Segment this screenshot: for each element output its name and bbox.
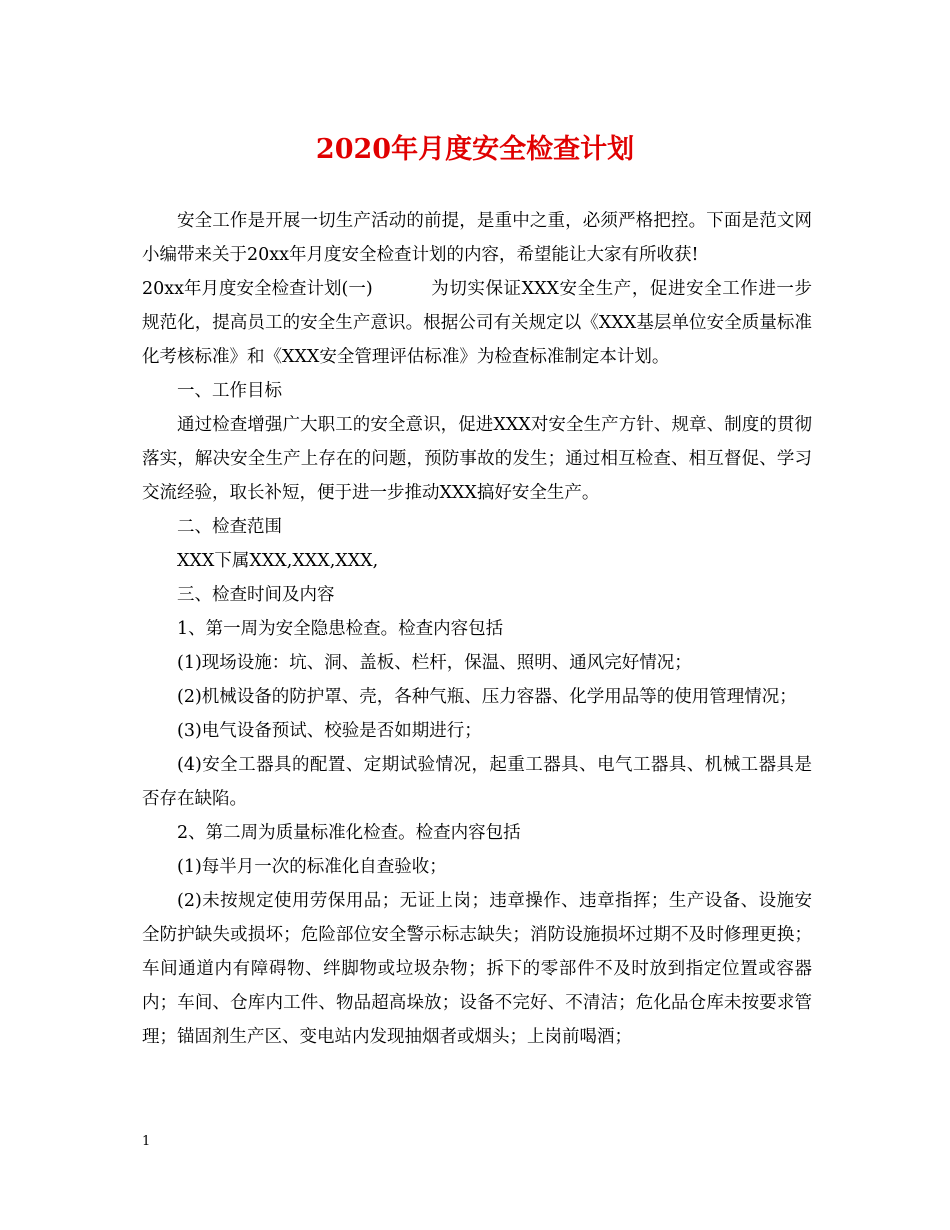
document-body xyxy=(142,204,812,1054)
week1-item: (2)机械设备的防护罩、壳，各种气瓶、压力容器、化学用品等的使用管理情况； xyxy=(177,687,797,707)
section1-heading: 一、工作目标 xyxy=(177,381,282,401)
page-title: 2020年月度安全检查计划 xyxy=(315,134,635,165)
section1-paragraph: 通过检查增强广大职工的安全意识，促进XXX对安全生产方针、规章、制度的贯彻落实，解决安全生产上存在的问题，预防事故的发生；通过相互检查、相互督促、学习交流经验，取长补短，便于进一步推动XXX搞好安全生产。 xyxy=(142,415,812,503)
page-number: 1 xyxy=(142,1134,151,1149)
intro-paragraph: 安全工作是开展一切生产活动的前提，是重中之重，必须严格把控。下面是范文网小编带来关于20xx年月度安全检查计划的内容，希望能让大家有所收获! xyxy=(142,211,812,265)
week1-item: (3)电气设备预试、校验是否如期进行； xyxy=(177,721,482,741)
week2-item: (1)每半月一次的标准化自查验收； xyxy=(177,857,447,877)
week1-item: (4)安全工器具的配置、定期试验情况，起重工器具、电气工器具、机械工器具是否存在缺陷。 xyxy=(142,755,812,809)
week2-heading: 2、第二周为质量标准化检查。检查内容包括 xyxy=(177,823,521,843)
section2-heading: 二、检查范围 xyxy=(177,517,282,537)
plan-paragraph xyxy=(142,272,812,374)
plan-heading: 20xx年月度安全检查计划(一) xyxy=(142,279,373,299)
week1-item: (1)现场设施：坑、洞、盖板、栏杆，保温、照明、通风完好情况； xyxy=(177,653,692,673)
plan-intro: 为切实保证XXX安全生产，促进安全工作进一步规范化，提高员工的安全生产意识。根据公司有关规定以《XXX基层单位安全质量标准化考核标准》和《XXX安全管理评估标准》为检查标准制定本计划。 xyxy=(142,279,812,367)
section3-heading: 三、检查时间及内容 xyxy=(177,585,335,605)
week2-item: (2)未按规定使用劳保用品；无证上岗；违章操作、违章指挥；生产设备、设施安全防护缺失或损坏；危险部位安全警示标志缺失；消防设施损坏过期不及时修理更换；车间通道内有障碍物、绊脚物或垃圾杂物；拆下的零部件不及时放到指定位置或容器内；车间、仓库内工件、物品超高垛放；设备不完好、不清洁；危化品仓库未按要求管理；锚固剂生产区、变电站内发现抽烟者或烟头；上岗前喝酒； xyxy=(142,891,812,1047)
section2-paragraph: XXX下属XXX,XXX,XXX, xyxy=(177,551,379,571)
week1-heading: 1、第一周为安全隐患检查。检查内容包括 xyxy=(177,619,504,639)
